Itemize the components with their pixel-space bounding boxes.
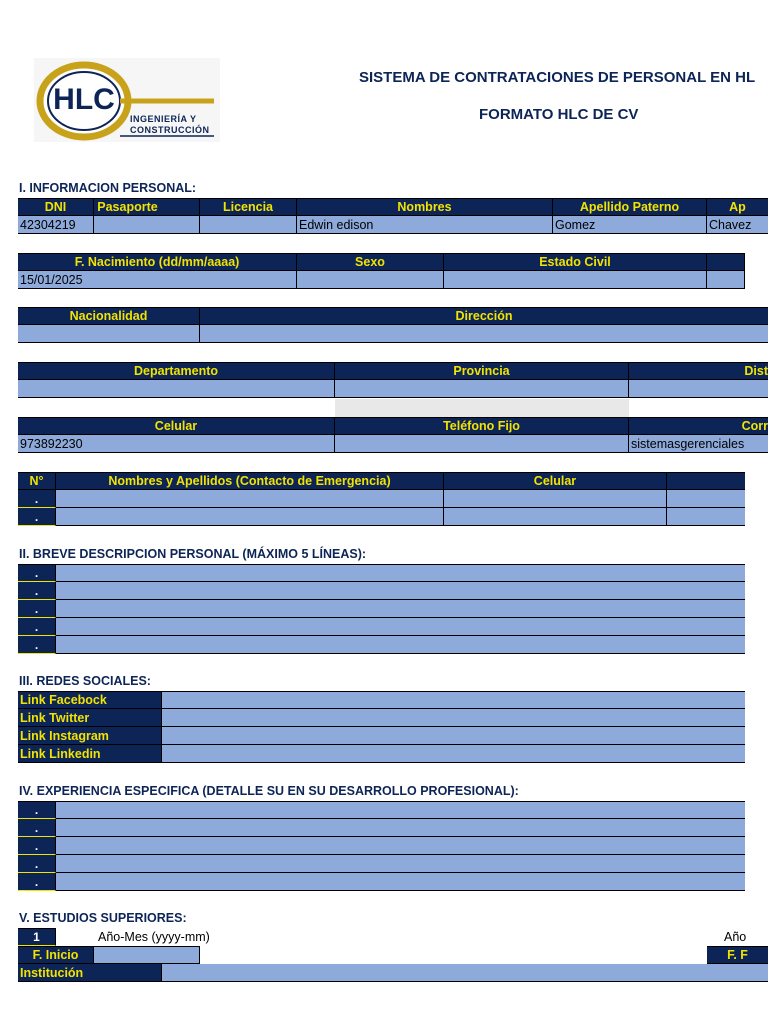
header-emergency-name: Nombres y Apellidos (Contacto de Emergencia): [56, 472, 444, 490]
section-title-experience: IV. EXPERIENCIA ESPECIFICA (DETALLE SU EN SU DESARROLLO PROFESIONAL):: [19, 784, 519, 798]
label-institucion: Institución: [18, 964, 162, 982]
company-logo: [34, 58, 220, 142]
header-celular: Celular: [18, 417, 335, 435]
field-experience-line[interactable]: [56, 819, 745, 837]
section-title-personal-info: I. INFORMACION PERSONAL:: [19, 181, 197, 195]
field-apellido-paterno[interactable]: Gomez: [553, 216, 707, 234]
header-departamento: Departamento: [18, 362, 335, 380]
header-apellido-materno: Ap: [707, 198, 768, 216]
field-sexo[interactable]: [297, 271, 444, 289]
experience-row-number: .: [18, 855, 56, 873]
header-extra-row2: [707, 253, 745, 271]
header-fecha-nacimiento: F. Nacimiento (dd/mm/aaaa): [18, 253, 297, 271]
label-facebook: Link Facebock: [18, 691, 162, 709]
emergency-row-number: .: [18, 508, 56, 526]
label-instagram: Link Instagram: [18, 727, 162, 745]
field-linkedin[interactable]: [162, 745, 745, 763]
field-celular[interactable]: 973892230: [18, 435, 335, 453]
section-title-studies: V. ESTUDIOS SUPERIORES:: [19, 911, 187, 925]
logo-mark: HLC: [53, 83, 115, 116]
field-emergency-celular[interactable]: [444, 508, 667, 526]
header-emergency-extra: [667, 472, 745, 490]
field-emergency-name[interactable]: [56, 508, 444, 526]
date-format-hint-right: Año: [724, 930, 747, 944]
header-apellido-paterno: Apellido Paterno: [553, 198, 707, 216]
field-extra-row2[interactable]: [707, 271, 745, 289]
header-nacionalidad: Nacionalidad: [18, 307, 200, 325]
label-twitter: Link Twitter: [18, 709, 162, 727]
header-pasaporte: Pasaporte: [94, 198, 161, 216]
header-emergency-number: N°: [18, 472, 56, 490]
header-correo: Corr: [629, 417, 768, 435]
page-title: SISTEMA DE CONTRATACIONES DE PERSONAL EN HL: [359, 69, 756, 86]
field-correo[interactable]: sistemasgerenciales: [629, 435, 768, 453]
logo-text-line1: INGENIERÍA Y: [130, 114, 197, 124]
experience-row-number: .: [18, 873, 56, 891]
gray-spacer: [335, 399, 629, 417]
field-description-line[interactable]: [56, 618, 745, 636]
section-title-social: III. REDES SOCIALES:: [19, 674, 151, 688]
field-experience-line[interactable]: [56, 837, 745, 855]
field-distrito[interactable]: [629, 380, 768, 398]
field-emergency-celular[interactable]: [444, 490, 667, 508]
field-description-line[interactable]: [56, 582, 745, 600]
field-pasaporte[interactable]: [94, 216, 200, 234]
field-estado-civil[interactable]: [444, 271, 707, 289]
field-twitter[interactable]: [162, 709, 745, 727]
section-title-description: II. BREVE DESCRIPCION PERSONAL (MÁXIMO 5 LÍNEAS):: [19, 547, 367, 561]
emergency-row-number: .: [18, 490, 56, 508]
description-row-number: .: [18, 618, 56, 636]
label-linkedin: Link Linkedin: [18, 745, 162, 763]
field-experience-line[interactable]: [56, 801, 745, 819]
field-experience-line[interactable]: [56, 873, 745, 891]
field-emergency-name[interactable]: [56, 490, 444, 508]
field-nombres[interactable]: Edwin edison: [297, 216, 553, 234]
studies-index: 1: [18, 928, 56, 946]
field-description-line[interactable]: [56, 564, 745, 582]
label-fecha-inicio: F. Inicio: [18, 946, 94, 964]
field-provincia[interactable]: [335, 380, 629, 398]
header-provincia: Provincia: [335, 362, 629, 380]
header-pasaporte-ext: [161, 198, 200, 216]
field-dni[interactable]: 42304219: [18, 216, 94, 234]
field-experience-line[interactable]: [56, 855, 745, 873]
logo-text-line2: CONSTRUCCIÓN: [130, 125, 210, 135]
field-nacionalidad[interactable]: [18, 325, 200, 343]
description-row-number: .: [18, 582, 56, 600]
header-estado-civil: Estado Civil: [444, 253, 707, 271]
field-apellido-materno[interactable]: Chavez: [707, 216, 768, 234]
field-institucion[interactable]: [162, 964, 768, 982]
header-direccion: Dirección: [200, 307, 768, 325]
page-subtitle: FORMATO HLC DE CV: [479, 106, 639, 123]
field-emergency-extra[interactable]: [667, 508, 745, 526]
field-facebook[interactable]: [162, 691, 745, 709]
field-fecha-inicio[interactable]: [94, 946, 200, 964]
field-fecha-nacimiento[interactable]: 15/01/2025: [18, 271, 297, 289]
description-row-number: .: [18, 636, 56, 654]
header-dni: DNI: [18, 198, 94, 216]
field-description-line[interactable]: [56, 600, 745, 618]
field-instagram[interactable]: [162, 727, 745, 745]
field-direccion[interactable]: [200, 325, 768, 343]
experience-row-number: .: [18, 837, 56, 855]
field-departamento[interactable]: [18, 380, 335, 398]
field-licencia[interactable]: [200, 216, 297, 234]
experience-row-number: .: [18, 819, 56, 837]
header-sexo: Sexo: [297, 253, 444, 271]
header-emergency-celular: Celular: [444, 472, 667, 490]
experience-row-number: .: [18, 801, 56, 819]
description-row-number: .: [18, 564, 56, 582]
date-format-hint: Año-Mes (yyyy-mm): [98, 930, 210, 944]
header-nombres: Nombres: [297, 198, 553, 216]
description-row-number: .: [18, 600, 56, 618]
field-emergency-extra[interactable]: [667, 490, 745, 508]
header-licencia: Licencia: [200, 198, 297, 216]
header-telefono-fijo: Teléfono Fijo: [335, 417, 629, 435]
header-distrito: Dist: [629, 362, 768, 380]
field-telefono-fijo[interactable]: [335, 435, 629, 453]
field-description-line[interactable]: [56, 636, 745, 654]
label-fecha-fin: F. F: [707, 946, 768, 964]
